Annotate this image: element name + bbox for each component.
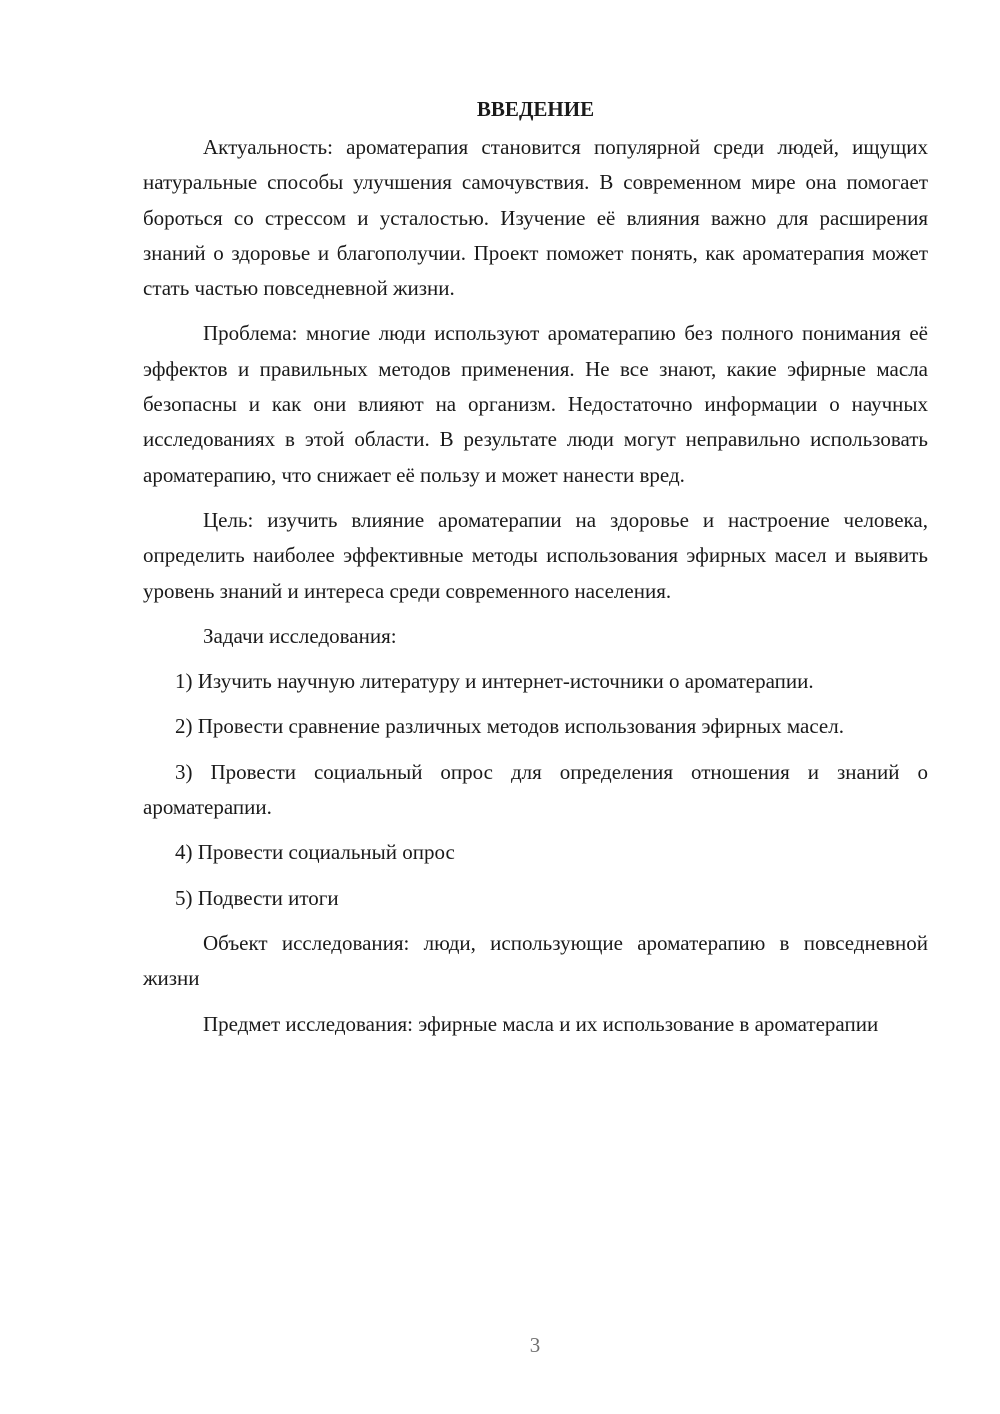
task-item-4: 4) Провести социальный опрос xyxy=(175,840,455,865)
task-item-1: 1) Изучить научную литературу и интернет-источники о ароматерапии. xyxy=(175,669,814,694)
task-item-3: 3) Провести социальный опрос для определения отношения и знаний о ароматерапии. xyxy=(143,759,928,820)
task-item-2: 2) Провести сравнение различных методов использования эфирных масел. xyxy=(175,714,844,739)
research-object-paragraph: Объект исследования: люди, использующие ароматерапию в повседневной жизни xyxy=(143,930,928,991)
tasks-heading: Задачи исследования: xyxy=(203,623,397,648)
page-title: ВВЕДЕНИЕ xyxy=(476,97,595,121)
goal-paragraph: Цель: изучить влияние ароматерапии на здоровье и настроение человека, определить наиболее эффективные методы использования эфирных масел и выявить уровень знаний и интереса среди современного населения. xyxy=(143,507,928,603)
task-item-5: 5) Подвести итоги xyxy=(175,885,339,910)
page-number: 3 xyxy=(529,1333,541,1357)
document-page xyxy=(143,92,928,1052)
relevance-paragraph: Актуальность: ароматерапия становится популярной среди людей, ищущих натуральные способы улучшения самочувствия. В современном мире она помогает бороться со стрессом и усталостью. Изучение её влияния важно для расширения знаний о здоровье и благополучии. Проект поможет понять, как ароматерапия может стать частью повседневной жизни. xyxy=(143,135,928,301)
problem-paragraph: Проблема: многие люди используют ароматерапию без полного понимания её эффектов и правильных методов применения. Не все знают, какие эфирные масла безопасны и как они влияют на организм. Недостаточно информации о научных исследованиях в этой области. В результате люди могут неправильно использовать ароматерапию, что снижает её пользу и может нанести вред. xyxy=(143,321,928,487)
research-subject-paragraph: Предмет исследования: эфирные масла и их использование в ароматерапии xyxy=(203,1011,879,1036)
